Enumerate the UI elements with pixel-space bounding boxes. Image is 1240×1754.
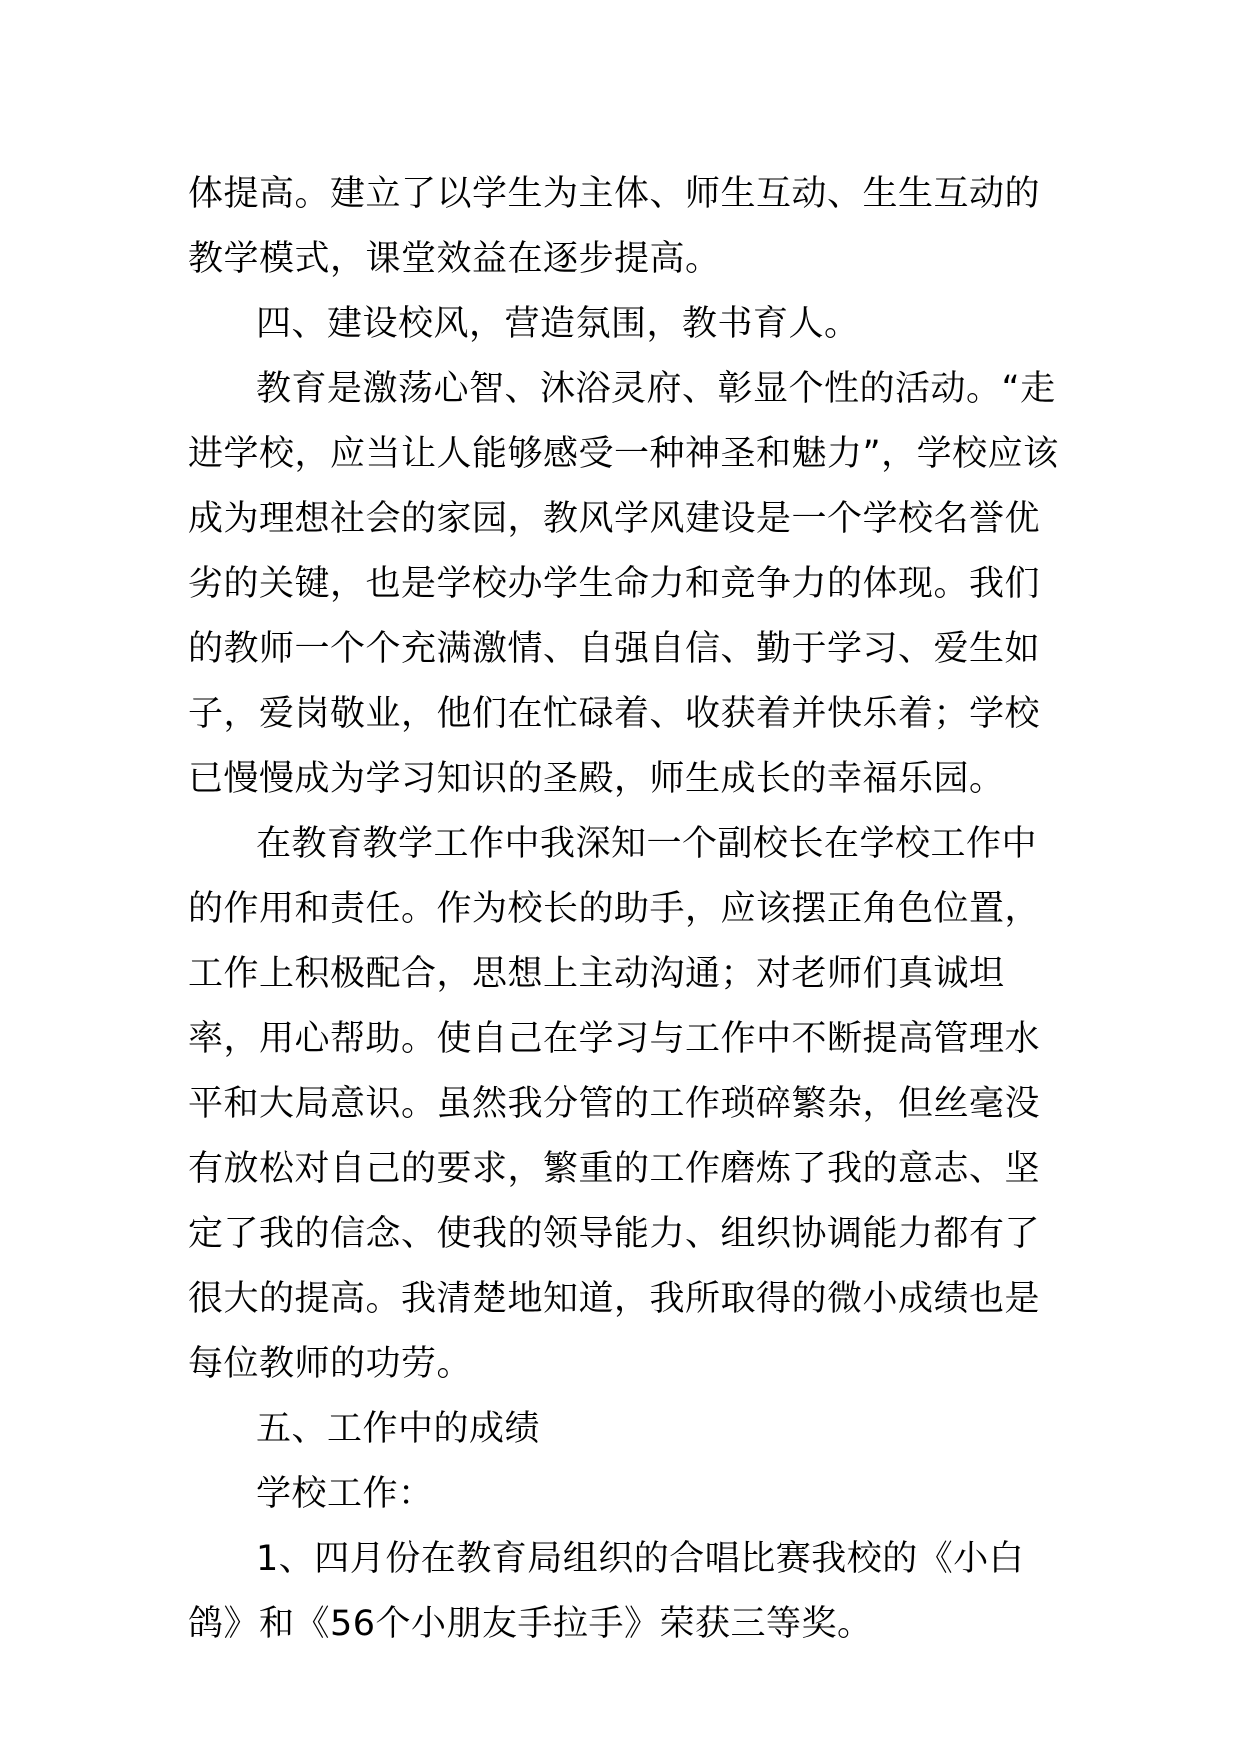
list-item-1: 1、四月份在教育局组织的合唱比赛我校的《小白鸽》和《56个小朋友手拉手》荣获三等奖。 — [188, 1539, 1025, 1644]
document-body — [188, 162, 1060, 1657]
paragraph-school-culture: 教育是激荡心智、沐浴灵府、彰显个性的活动。“走进学校，应当让人能够感受一种神圣和魅力”，学校应该成为理想社会的家园，教风学风建设是一个学校名誉优劣的关键，也是学校办学生命力和竞争力的体现。我们的教师一个个充满激情、自强自信、勤于学习、爱生如子，爱岗敬业，他们在忙碌着、收获着并快乐着；学校已慢慢成为学习知识的圣殿，师生成长的幸福乐园。 — [188, 369, 1059, 799]
paragraph-vice-principal-role: 在教育教学工作中我深知一个副校长在学校工作中的作用和责任。作为校长的助手，应该摆正角色位置，工作上积极配合，思想上主动沟通；对老师们真诚坦率，用心帮助。使自己在学习与工作中不断提高管理水平和大局意识。虽然我分管的工作琐碎繁杂，但丝毫没有放松对自己的要求，繁重的工作磨炼了我的意志、坚定了我的信念、使我的领导能力、组织协调能力都有了很大的提高。我清楚地知道，我所取得的微小成绩也是每位教师的功劳。 — [188, 824, 1041, 1384]
paragraph-continuation: 体提高。建立了以学生为主体、师生互动、生生互动的教学模式，课堂效益在逐步提高。 — [188, 174, 1041, 279]
section-heading-four: 四、建设校风，营造氛围，教书育人。 — [256, 304, 860, 344]
section-heading-five: 五、工作中的成绩 — [256, 1409, 541, 1449]
subheading-school-work: 学校工作： — [256, 1474, 434, 1514]
